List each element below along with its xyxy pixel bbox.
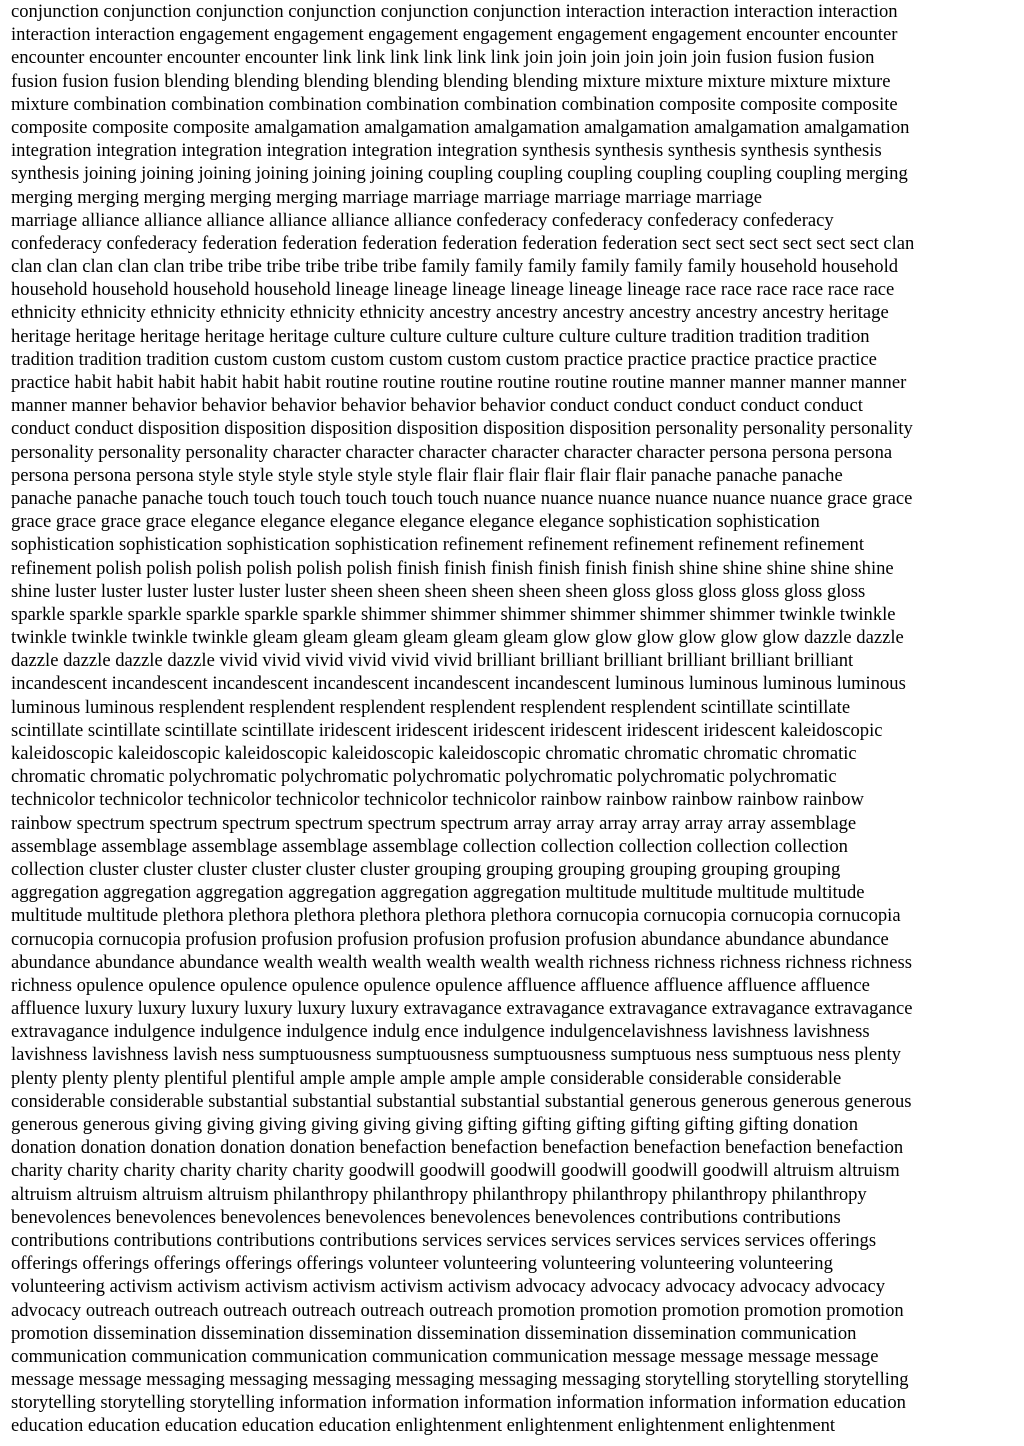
text-line: interaction interaction engagement engagement engagement engagement engagement engagement encounter encounter	[11, 24, 898, 46]
text-line: persona persona persona style style style style style style flair flair flair flair flair flair panache panache panache	[11, 464, 843, 486]
text-line: abundance abundance abundance wealth wealth wealth wealth wealth wealth richness richness richness richness richness	[11, 951, 912, 973]
text-line: practice habit habit habit habit habit habit routine routine routine routine routine routine manner manner manner manner	[11, 372, 907, 393]
text-line: cornucopia cornucopia profusion profusion profusion profusion profusion profusion abundance abundance abundance	[11, 928, 889, 950]
text-line: heritage heritage heritage heritage heritage culture culture culture culture culture culture tradition tradition tradition	[11, 325, 870, 347]
text-line: affluence luxury luxury luxury luxury luxury luxury extravagance extravagance extravagance extravagance extravagance	[11, 998, 913, 1020]
text-line: panache panache panache touch touch touch touch touch touch nuance nuance nuance nuance nuance nuance grace grace	[11, 487, 913, 509]
text-line: education education education education education enlightenment enlightenment enlightenment enlightenment	[11, 1415, 836, 1437]
text-line: multitude multitude plethora plethora plethora plethora plethora plethora cornucopia cornucopia cornucopia cornucopia	[11, 905, 901, 927]
text-line: grace grace grace grace elegance elegance elegance elegance elegance elegance sophistication sophistication	[11, 511, 820, 533]
text-line: personality personality personality character character character character character character persona persona persona	[11, 441, 893, 463]
text-line: fusion fusion fusion blending blending blending blending blending blending mixture mixture mixture mixture mixture	[11, 70, 891, 92]
text-line: synthesis joining joining joining joining joining joining coupling coupling coupling coupling coupling coupling merging	[11, 163, 908, 185]
text-line: aggregation aggregation aggregation aggregation aggregation aggregation multitude multitude multitude multitude	[11, 882, 865, 904]
text-line: kaleidoscopic kaleidoscopic kaleidoscopic kaleidoscopic kaleidoscopic chromatic chromatic chromatic chromatic	[11, 743, 857, 764]
text-line: lavishness lavishness lavish ness sumptuousness sumptuousness sumptuousness sumptuous ness sumptuous ness plenty	[11, 1044, 901, 1066]
text-line: twinkle twinkle twinkle twinkle gleam gleam gleam gleam gleam gleam glow glow glow glow glow glow dazzle dazzle	[11, 627, 904, 649]
text-line: volunteering activism activism activism activism activism activism advocacy advocacy advocacy advocacy advocacy	[11, 1276, 886, 1298]
text-line: shine luster luster luster luster luster luster sheen sheen sheen sheen sheen sheen gloss gloss gloss gloss gloss gloss	[11, 580, 866, 602]
text-line: tradition tradition tradition custom custom custom custom custom custom practice practice practice practice practice	[11, 348, 877, 370]
text-line: technicolor technicolor technicolor technicolor technicolor technicolor rainbow rainbow rainbow rainbow rainbow	[11, 789, 864, 811]
text-line: encounter encounter encounter encounter link link link link link link join join join join join join fusion fusion fusion	[11, 47, 875, 69]
text-line: charity charity charity charity charity charity goodwill goodwill goodwill goodwill goodwill goodwill altruism altruism	[11, 1160, 900, 1182]
text-line: plenty plenty plenty plentiful plentiful ample ample ample ample ample considerable considerable considerable	[11, 1067, 842, 1089]
text-line: collection cluster cluster cluster cluster cluster cluster grouping grouping grouping grouping grouping grouping	[11, 858, 841, 880]
text-line: composite composite composite amalgamation amalgamation amalgamation amalgamation amalgamation amalgamation	[11, 116, 910, 138]
text-line: promotion dissemination dissemination dissemination dissemination dissemination dissemination communication	[11, 1322, 857, 1344]
text-line: extravagance indulgence indulgence indulgence indulg ence indulgence indulgencelavishness lavishness lavishness	[11, 1021, 870, 1043]
text-line: altruism altruism altruism altruism philanthropy philanthropy philanthropy philanthropy philanthropy philanthropy	[11, 1183, 867, 1205]
text-line: benevolences benevolences benevolences benevolences benevolences benevolences contributions contributions	[11, 1206, 841, 1228]
text-line: clan clan clan clan clan tribe tribe tribe tribe tribe tribe family family family family family family household household	[11, 256, 899, 278]
text-line: scintillate scintillate scintillate scintillate iridescent iridescent iridescent iridescent iridescent iridescent kaleidoscopic	[11, 719, 883, 741]
text-line: assemblage assemblage assemblage assemblage assemblage collection collection collection collection collection	[11, 835, 848, 857]
text-line: sophistication sophistication sophistication sophistication refinement refinement refinement refinement refinement	[11, 534, 865, 556]
text-line: message message messaging messaging messaging messaging messaging messaging storytelling storytelling storytelling	[11, 1369, 909, 1391]
text-line: considerable considerable substantial substantial substantial substantial substantial generous generous generous generous	[11, 1090, 912, 1112]
text-line: donation donation donation donation donation benefaction benefaction benefaction benefaction benefaction benefaction	[11, 1137, 904, 1159]
text-line: chromatic chromatic polychromatic polychromatic polychromatic polychromatic polychromatic polychromatic	[11, 766, 837, 788]
text-line: marriage alliance alliance alliance alliance alliance alliance confederacy confederacy confederacy confederacy	[11, 209, 834, 231]
text-line: ethnicity ethnicity ethnicity ethnicity ethnicity ethnicity ancestry ancestry ancestry ancestry ancestry ancestry heritage	[11, 302, 889, 324]
text-line: conduct conduct disposition disposition disposition disposition disposition disposition personality personality personality	[11, 418, 913, 440]
text-line: refinement polish polish polish polish polish polish finish finish finish finish finish finish shine shine shine shine shine	[11, 557, 894, 579]
text-line: incandescent incandescent incandescent incandescent incandescent incandescent luminous luminous luminous luminous	[11, 673, 906, 695]
text-line: generous generous giving giving giving giving giving giving gifting gifting gifting gifting gifting gifting donation	[11, 1114, 858, 1135]
text-line: household household household household lineage lineage lineage lineage lineage lineage race race race race race race	[11, 279, 895, 301]
text-line: dazzle dazzle dazzle dazzle vivid vivid vivid vivid vivid vivid brilliant brilliant brilliant brilliant brilliant brilliant	[11, 650, 854, 672]
text-line: luminous luminous resplendent resplendent resplendent resplendent resplendent resplendent scintillate scintillate	[11, 696, 851, 718]
text-line: conjunction conjunction conjunction conjunction conjunction conjunction interaction interaction interaction interaction	[11, 1, 898, 22]
text-line: merging merging merging merging merging marriage marriage marriage marriage marriage marriage	[11, 186, 763, 208]
text-line: integration integration integration integration integration integration synthesis synthesis synthesis synthesis synthesis	[11, 140, 882, 162]
text-line: mixture combination combination combination combination combination combination composite composite composite	[11, 93, 898, 115]
text-line: richness opulence opulence opulence opulence opulence opulence affluence affluence affluence affluence affluence	[11, 974, 870, 996]
text-line: confederacy confederacy federation federation federation federation federation federation sect sect sect sect sect sect clan	[11, 232, 915, 254]
text-line: advocacy outreach outreach outreach outreach outreach outreach promotion promotion promotion promotion promotion	[11, 1299, 904, 1321]
text-line: rainbow spectrum spectrum spectrum spectrum spectrum spectrum array array array array array array assemblage	[11, 812, 857, 834]
text-line: storytelling storytelling storytelling information information information information information information education	[11, 1392, 906, 1414]
text-line: sparkle sparkle sparkle sparkle sparkle sparkle shimmer shimmer shimmer shimmer shimmer shimmer twinkle twinkle	[11, 603, 896, 625]
text-line: communication communication communication communication communication message message message message	[11, 1345, 879, 1367]
text-line: contributions contributions contributions contributions services services services services services services offerings	[11, 1229, 877, 1251]
text-line: offerings offerings offerings offerings offerings volunteer volunteering volunteering volunteering volunteering	[11, 1253, 833, 1275]
text-line: manner manner behavior behavior behavior behavior behavior behavior conduct conduct conduct conduct conduct	[11, 395, 863, 417]
